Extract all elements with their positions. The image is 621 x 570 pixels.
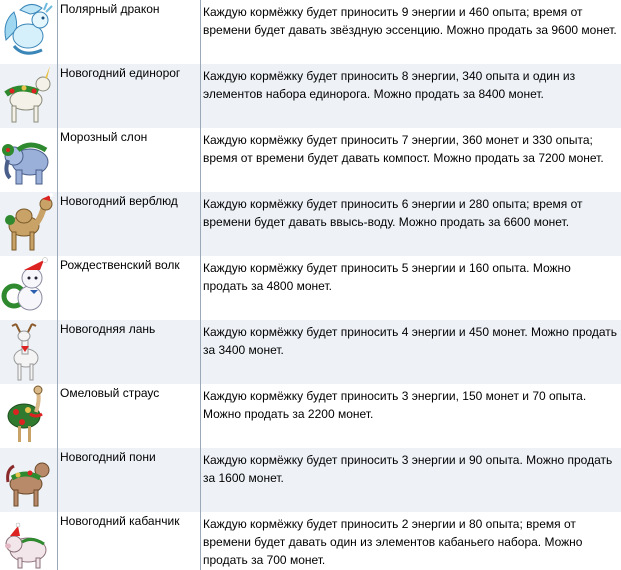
new-year-pony-icon xyxy=(0,448,57,512)
new-year-doe-icon xyxy=(0,320,57,384)
animal-description: Каждую кормёжку будет приносить 3 энергии и 90 опыта. Можно продать за 1600 монет. xyxy=(200,448,621,512)
polar-dragon-icon xyxy=(0,0,57,64)
christmas-wolf-icon xyxy=(0,256,57,320)
animal-description: Каждую кормёжку будет приносить 8 энергии, 340 опыта и один из элементов набора единорога. Можно продать за 8400 монет. xyxy=(200,64,621,128)
new-year-camel-icon xyxy=(0,192,57,256)
animal-name: Новогодний верблюд xyxy=(57,192,200,256)
table-row xyxy=(0,512,621,570)
table-row xyxy=(0,0,621,64)
table-row xyxy=(0,64,621,128)
animal-name: Морозный слон xyxy=(57,128,200,192)
animal-description: Каждую кормёжку будет приносить 3 энергии, 150 монет и 70 опыта. Можно продать за 2200 монет. xyxy=(200,384,621,448)
animal-description: Каждую кормёжку будет приносить 5 энергии и 160 опыта. Можно продать за 4800 монет. xyxy=(200,256,621,320)
animal-description: Каждую кормёжку будет приносить 2 энергии и 80 опыта; время от времени будет давать один из элементов кабаньего набора. Можно продать за 700 монет. xyxy=(200,512,621,570)
mistletoe-ostrich-icon xyxy=(0,384,57,448)
animal-description: Каждую кормёжку будет приносить 4 энергии и 450 монет. Можно продать за 3400 монет. xyxy=(200,320,621,384)
animal-name: Омеловый страус xyxy=(57,384,200,448)
table-row xyxy=(0,320,621,384)
animal-name: Новогодняя лань xyxy=(57,320,200,384)
animal-description: Каждую кормёжку будет приносить 6 энергии и 280 опыта; время от времени будет давать ввысь-воду. Можно продать за 6600 монет. xyxy=(200,192,621,256)
table-row xyxy=(0,384,621,448)
new-year-unicorn-icon xyxy=(0,64,57,128)
animal-description: Каждую кормёжку будет приносить 7 энергии, 360 монет и 330 опыта; время от времени будет давать компост. Можно продать за 7200 монет. xyxy=(200,128,621,192)
animal-name: Новогодний единорог xyxy=(57,64,200,128)
frost-elephant-icon xyxy=(0,128,57,192)
table-row xyxy=(0,128,621,192)
animal-name: Новогодний пони xyxy=(57,448,200,512)
table-row xyxy=(0,192,621,256)
table-row xyxy=(0,448,621,512)
table-row xyxy=(0,256,621,320)
animal-name: Полярный дракон xyxy=(57,0,200,64)
animal-name: Новогодний кабанчик xyxy=(57,512,200,570)
animal-description: Каждую кормёжку будет приносить 9 энергии и 460 опыта; время от времени будет давать звёздную эссенцию. Можно продать за 9600 монет. xyxy=(200,0,621,64)
new-year-boar-icon xyxy=(0,512,57,570)
animal-name: Рождественский волк xyxy=(57,256,200,320)
